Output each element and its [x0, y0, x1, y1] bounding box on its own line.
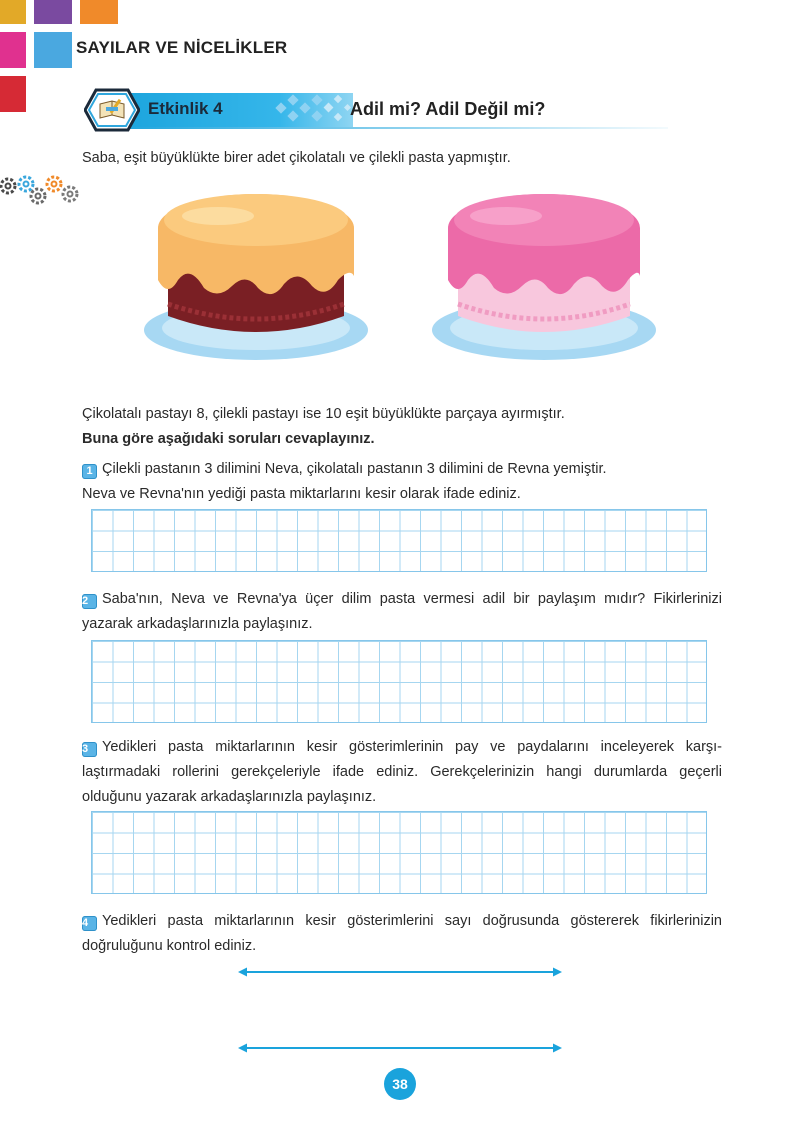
corner-square-purple — [34, 0, 72, 24]
intro-text: Saba, eşit büyüklükte birer adet çikolatalı ve çilekli pasta yapmıştır. — [82, 150, 511, 166]
question-3-line-2: laştırmadaki rollerini gerekçeleriyle ifade ediniz. Gerekçelerinizin hangi durumlarda geçerli — [82, 764, 722, 780]
activity-banner — [84, 88, 664, 132]
question-3-line-3: olduğunu yazarak arkadaşlarınızla paylaşınız. — [82, 789, 377, 805]
activity-label: Etkinlik 4 — [148, 99, 223, 118]
question-1-line-2: Neva ve Revna'nın yediği pasta miktarlarını kesir olarak ifade ediniz. — [82, 486, 521, 502]
answer-grid-1[interactable] — [91, 509, 707, 572]
question-number-badge: 4 — [82, 916, 97, 931]
question-2 — [82, 587, 722, 637]
activity-title: Adil mi? Adil Değil mi? — [350, 99, 546, 119]
answer-grid-2[interactable] — [91, 640, 707, 723]
question-number-badge: 2 — [82, 594, 97, 609]
corner-square-yellow — [0, 0, 26, 24]
question-3 — [82, 735, 722, 810]
question-2-line-1: Saba'nın, Neva ve Revna'ya üçer dilim pasta vermesi adil bir paylaşım mıdır? Fikirlerinizi — [102, 591, 722, 607]
page-number: 38 — [384, 1068, 416, 1100]
instruction-text: Buna göre aşağıdaki soruları cevaplayınız. — [82, 431, 375, 447]
number-line-2[interactable] — [238, 1042, 562, 1054]
question-number-badge: 3 — [82, 742, 97, 757]
number-line-1[interactable] — [238, 966, 562, 978]
diamond-pattern-decoration — [269, 90, 359, 130]
question-4 — [82, 909, 722, 959]
question-4-line-1: Yedikleri pasta miktarlarının kesir gösterimlerini sayı doğrusunda göstererek fikirlerinizin — [102, 913, 722, 929]
question-2-line-2: yazarak arkadaşlarınızla paylaşınız. — [82, 616, 313, 632]
division-text: Çikolatalı pastayı 8, çilekli pastayı ise 10 eşit büyüklükte parçaya ayırmıştır. — [82, 406, 565, 422]
section-title: SAYILAR VE NİCELİKLER — [76, 38, 288, 57]
question-1 — [82, 457, 722, 507]
corner-square-orange — [80, 0, 118, 24]
question-4-line-2: doğruluğunu kontrol ediniz. — [82, 938, 257, 954]
banner-underline — [108, 127, 668, 129]
question-1-line-1: Çilekli pastanın 3 dilimini Neva, çikolatalı pastanın 3 dilimini de Revna yemiştir. — [102, 461, 607, 477]
question-number-badge: 1 — [82, 464, 97, 479]
corner-square-red — [0, 76, 26, 112]
strawberry-cake-illustration — [428, 188, 664, 366]
book-pencil-icon — [84, 88, 140, 132]
corner-square-magenta — [0, 32, 26, 68]
answer-grid-3[interactable] — [91, 811, 707, 894]
corner-square-blue — [34, 32, 72, 68]
question-3-line-1: Yedikleri pasta miktarlarının kesir gösterimlerinin pay ve paydalarını inceleyerek karşı- — [102, 739, 722, 755]
chocolate-cake-illustration — [138, 188, 374, 366]
gears-decoration — [0, 172, 84, 208]
